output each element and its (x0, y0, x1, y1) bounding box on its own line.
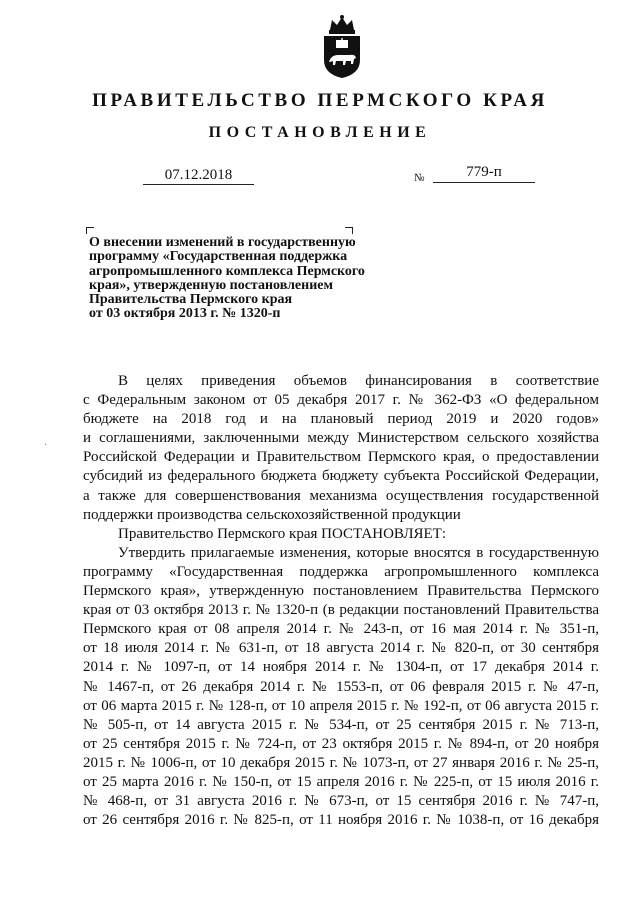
text-line: от 26 сентября 2016 г. № 825-п, от 11 ноября 2016 г. № 1038-п, от 16 декабря (83, 812, 599, 829)
title-line: агропромышленного комплекса Пермского (89, 263, 365, 279)
text-line: субсидий из федерального бюджета бюджету субъекта Российской Федерации, (83, 468, 599, 485)
decree-number: 779-п (433, 162, 535, 183)
text-line: бюджете на 2018 год и на плановый период 2019 и 2020 годов» (83, 411, 599, 428)
title-line: от 03 октября 2013 г. № 1320-п (89, 306, 281, 322)
text-line: края от 03 октября 2013 г. № 1320-п (в редакции постановлений Правительства (83, 602, 599, 619)
text-line: от 25 сентября 2015 г. № 724-п, от 23 октября 2015 г. № 894-п, от 20 ноября (83, 735, 599, 752)
decree-title (89, 236, 399, 322)
government-title: ПРАВИТЕЛЬСТВО ПЕРМСКОГО КРАЯ (92, 90, 548, 111)
text-line: Утвердить прилагаемые изменения, которые вносятся в государственную (118, 544, 599, 561)
text-line: с Федеральным законом от 05 декабря 2017 г. № 362-ФЗ «О федеральном (83, 392, 599, 409)
title-corner-right (345, 227, 353, 234)
document-type: ПОСТАНОВЛЕНИЕ (208, 124, 432, 141)
number-label: № (414, 172, 425, 184)
text-line: № 468-п, от 31 августа 2016 г. № 673-п, от 15 сентября 2016 г. № 747-п, (83, 793, 599, 810)
text-line: и соглашениями, заключенными между Министерством сельского хозяйства (83, 430, 599, 447)
text-line: В целях приведения объемов финансирования в соответствие (118, 373, 599, 389)
text-line: от 06 марта 2015 г. № 128-п, от 10 апреля 2015 г. № 192-п, от 06 августа 2015 г. (83, 697, 599, 714)
text-line: программу «Государственная поддержка агропромышленного комплекса (83, 563, 599, 580)
margin-mark: · (44, 440, 48, 451)
paragraph-resolves: Правительство Пермского края ПОСТАНОВЛЯЕТ: (118, 525, 447, 542)
title-line: края», утвержденную постановлением (89, 277, 334, 293)
title-line: программу «Государственная поддержка (89, 249, 348, 265)
text-line: Пермского края от 08 апреля 2014 г. № 243-п, от 16 мая 2014 г. № 351-п, (83, 621, 599, 638)
coat-of-arms-icon (318, 14, 366, 80)
text-line: № 505-п, от 14 августа 2015 г. № 534-п, от 25 сентября 2015 г. № 713-п, (83, 716, 599, 733)
text-line: поддержки производства сельскохозяйственной продукции (83, 506, 461, 523)
paragraph-approve (83, 544, 599, 830)
text-line: а также для совершенствования механизма осуществления государственной (83, 487, 599, 504)
decree-body (83, 372, 599, 830)
text-line: от 25 марта 2016 г. № 150-п, от 15 апреля 2016 г. № 225-п, от 15 июля 2016 г. (83, 773, 599, 790)
paragraph-preamble (83, 372, 599, 525)
text-line: Российской Федерации и Правительством Пермского края, о предоставлении (83, 449, 599, 466)
title-corner-left (86, 227, 94, 234)
text-line: Пермского края», утвержденную постановлением Правительства Пермского (83, 583, 599, 600)
decree-date: 07.12.2018 (143, 166, 254, 185)
text-line: от 18 июля 2014 г. № 631-п, от 18 августа 2014 г. № 820-п, от 30 сентября (83, 640, 599, 657)
title-line: О внесении изменений в государственную (89, 235, 356, 250)
title-line: Правительства Пермского края (89, 292, 293, 308)
text-line: № 1467-п, от 26 декабря 2014 г. № 1553-п, от 06 февраля 2015 г. № 47-п, (83, 678, 599, 695)
text-line: 2015 г. № 1006-п, от 10 декабря 2015 г. № 1073-п, от 27 января 2016 г. № 25-п, (83, 754, 599, 771)
text-line: 2014 г. № 1097-п, от 14 ноября 2014 г. № 1304-п, от 17 декабря 2014 г. (83, 659, 599, 676)
